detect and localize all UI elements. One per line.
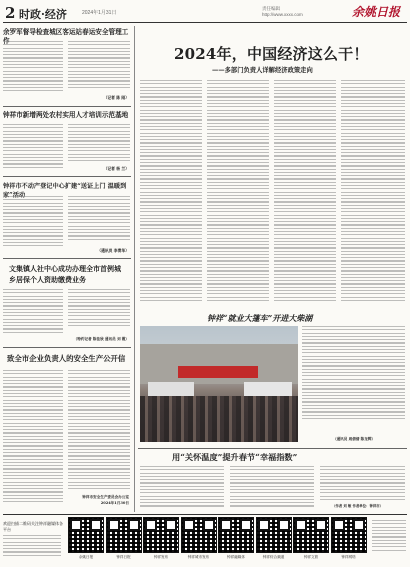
qr-code-item [331,517,367,563]
article-date: 2024年1月30日 [100,501,129,505]
qr-code-label: 钟祥发布 [153,555,169,559]
article-byline: （通讯员 李青华） [97,248,129,253]
editor-label: 责任编辑 [262,6,280,11]
qr-code-item [218,517,254,563]
qr-code-icon [218,517,254,553]
feature-byline: （作者 刘 敏 作者单位：钟祥市） [332,504,384,508]
qr-code-icon [143,517,179,553]
lead-body-col-2 [207,80,269,303]
column-divider [134,26,135,512]
qr-code-icon [293,517,329,553]
qr-code-item [181,517,217,563]
lead-subheadline: ——多部门负责人详解经济政策走向 [212,67,313,74]
article-byline: （记者 陈 刚） [103,95,129,100]
lead-body-col-3 [274,80,336,303]
page-number: 2 [5,4,16,22]
qr-code-icon [256,517,292,553]
qr-code-item [143,517,179,563]
qr-code-item [256,517,292,563]
qr-code-icon [68,517,104,553]
left-article-5 [3,350,131,512]
article-byline: （记者 杨 兰） [103,166,129,171]
lead-headline: 2024年，中国经济这么干！ [174,45,369,63]
qr-row [68,517,368,563]
header-rule [3,22,407,23]
qr-code-label: 钟祥日报 [116,555,131,559]
qr-code-label: 钟祥网络 [341,555,356,559]
feature-body-col-2 [230,466,314,509]
qr-code-item [68,517,104,563]
article-title: 钟祥市新增两处农村实用人才培训示范基地 [3,111,129,119]
article-body [68,124,130,163]
article-body [68,370,130,491]
qr-code-icon [181,517,217,553]
qr-code-item [106,517,142,563]
qr-code-label: 余姚日报 [78,555,94,559]
divider [3,176,131,177]
tent [244,382,292,396]
left-article-4 [3,261,131,345]
building [140,344,298,384]
footer-info [372,518,407,562]
photo-byline: （通讯员 周倩倩 陈龙辉） [333,437,376,441]
feature-body-col-1 [140,466,224,509]
news-photo [140,326,298,442]
article-body [3,370,63,505]
article-body [68,289,130,328]
footer-rule [3,514,407,515]
article-title: 余罗军督导检查城区客运站春运安全管理工 [3,28,129,36]
article-body [3,196,63,249]
qr-code-icon [106,517,142,553]
article-title: 钟祥市不动产登记中心扩建“送证上门 温暖到 [3,183,127,190]
qr-code-label: 钟祥综合频道 [262,555,285,559]
section-title: 时政·经济 [19,8,67,21]
left-article-2 [3,108,131,174]
qr-code-label: 钟祥城市发布 [187,555,210,559]
article-body [68,41,130,90]
footer-notice-lines [3,535,61,558]
footer-info-lines [372,520,406,553]
article-byline: （特约记者 陈佳欣 通讯员 刘 霞） [73,337,129,341]
photo-headline: 钟祥“就业大篷车”开进大柴湖 [207,313,313,323]
issue-date: 2024年1月31日 [82,10,117,16]
footer-notice-text: 欢迎扫描二维码关注钟祥融媒体各平台 [3,521,63,532]
article-body [68,196,130,242]
divider [3,106,131,107]
photo-caption-body [302,326,405,421]
article-signature: 钟祥市安全生产委员会办公室 [82,495,129,499]
article-title: 致全市企业负责人的安全生产公开信 [7,354,126,363]
divider [138,448,407,449]
article-body [3,289,63,335]
lead-body-col-1 [140,80,202,303]
divider [3,347,131,348]
qr-code-icon [331,517,367,553]
feature-body-col-3 [320,466,405,502]
tent [148,382,194,396]
lead-body-col-4 [341,80,405,303]
divider [3,258,131,259]
left-article-3 [3,178,131,256]
masthead-logo: 余姚日报 [352,5,401,19]
feature-headline: 用“关怀温度”提升春节“幸福指数” [172,452,298,462]
left-article-1 [3,26,131,104]
article-body [3,41,63,94]
crowd [140,396,298,442]
qr-code-item [293,517,329,563]
article-body [3,124,63,170]
email-url: http://www.xxxx.com [262,12,303,17]
qr-code-label: 钟祥文旅 [303,555,319,559]
article-title: 文集镇人社中心成功办理全市首例城乡居保个人资助缴费业务 [9,264,121,284]
qr-code-label: 钟祥融媒体 [227,555,245,559]
red-banner [178,366,258,378]
footer-notice [3,517,65,563]
